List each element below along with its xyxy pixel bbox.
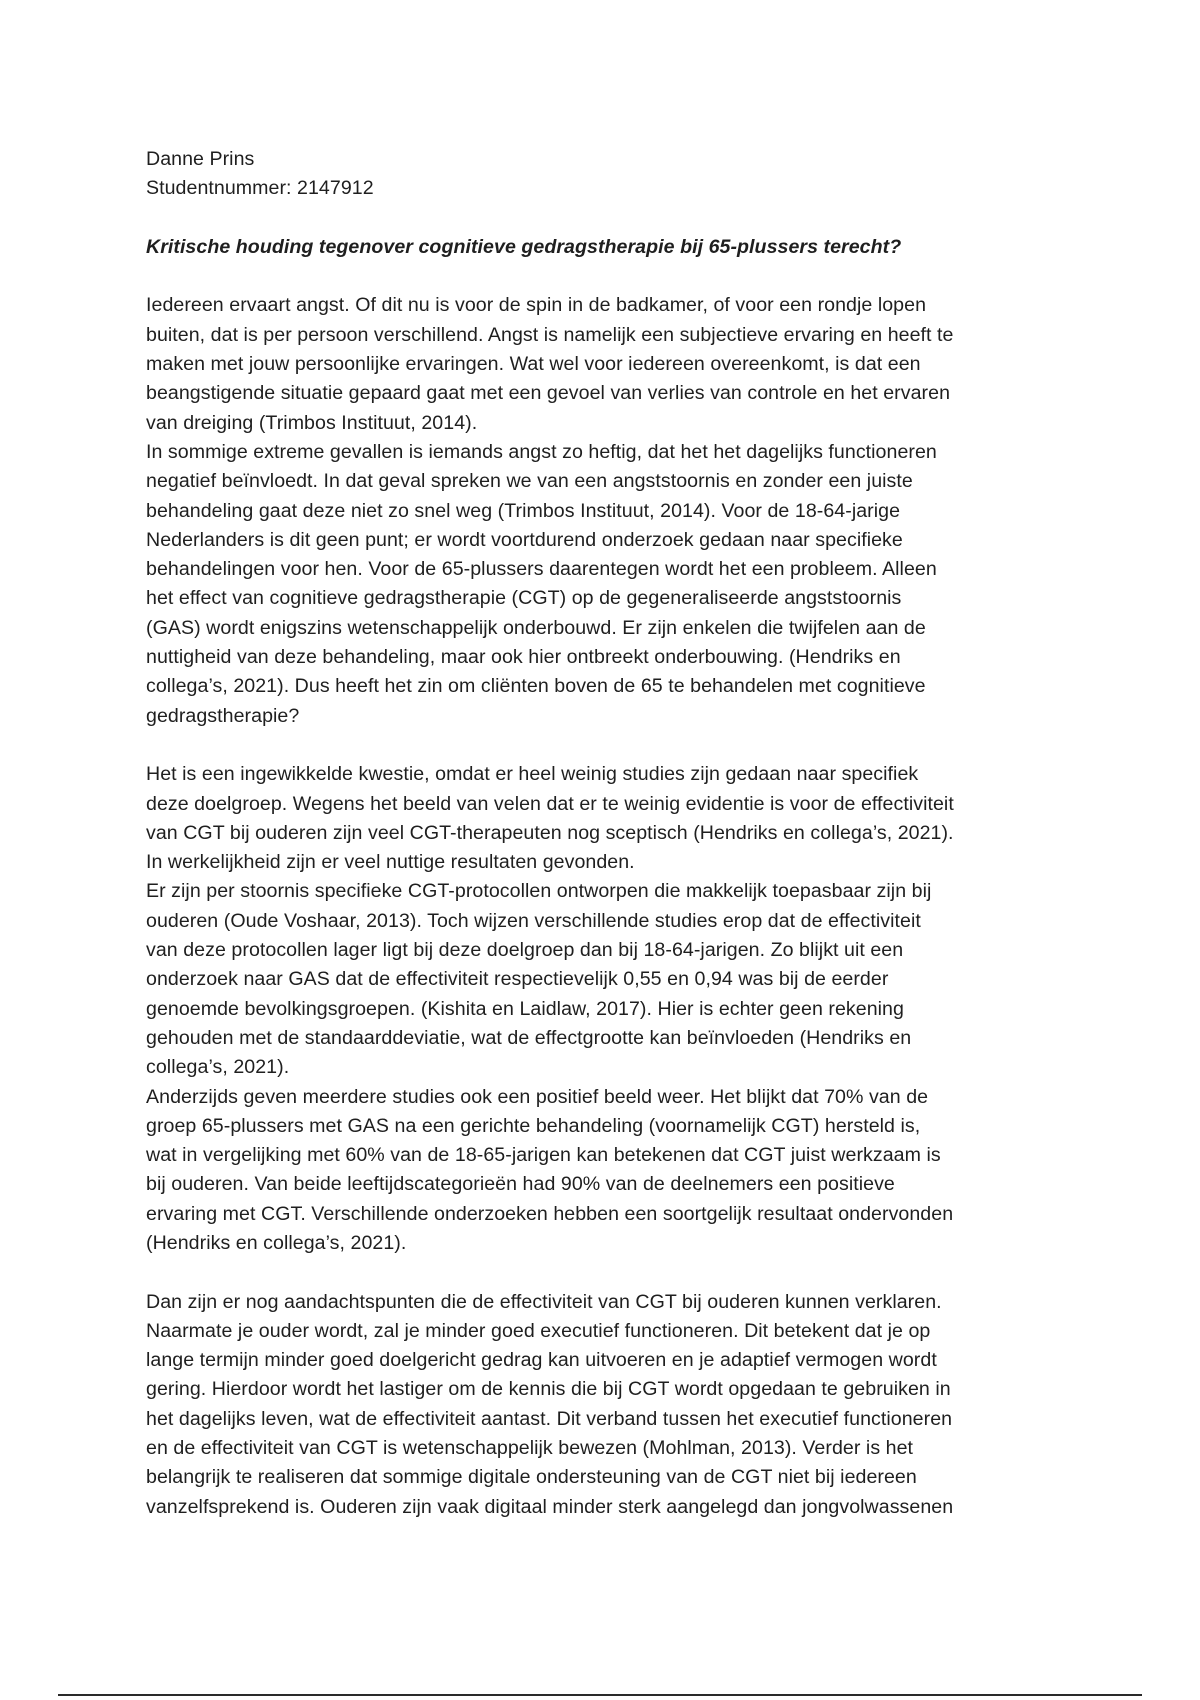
spacer xyxy=(146,1258,1066,1287)
text-line: Anderzijds geven meerdere studies ook een positief beeld weer. Het blijkt dat 70% van de xyxy=(146,1085,929,1108)
text-line: Dan zijn er nog aandachtspunten die de effectiviteit van CGT bij ouderen kunnen verklaren. xyxy=(146,1290,942,1313)
text-line: nuttigheid van deze behandeling, maar ook hier ontbreekt onderbouwing. (Hendriks en xyxy=(146,646,901,669)
text-line: bij ouderen. Van beide leeftijdscategorieën had 90% van de deelnemers een positieve xyxy=(146,1173,895,1196)
text-line: Iedereen ervaart angst. Of dit nu is voor de spin in de badkamer, of voor een rondje lopen xyxy=(146,294,927,317)
text-line: gering. Hierdoor wordt het lastiger om de kennis die bij CGT wordt opgedaan te gebruiken in xyxy=(146,1378,951,1401)
text-line: onderzoek naar GAS dat de effectiviteit respectievelijk 0,55 en 0,94 was bij de eerder xyxy=(146,968,889,991)
text-line: genoemde bevolkingsgroepen. (Kishita en Laidlaw, 2017). Hier is echter geen rekening xyxy=(146,997,904,1020)
text-line: (GAS) wordt enigszins wetenschappelijk onderbouwd. Er zijn enkelen die twijfelen aan de xyxy=(146,616,926,639)
text-line: en de effectiviteit van CGT is wetenschappelijk bewezen (Mohlman, 2013). Verder is het xyxy=(146,1437,914,1460)
paragraph-complex-issue xyxy=(146,760,1066,877)
text-line: van CGT bij ouderen zijn veel CGT-therapeuten nog sceptisch (Hendriks en collega’s, 2021). xyxy=(146,821,954,844)
text-line: gedragstherapie? xyxy=(146,704,300,727)
text-line: maken met jouw persoonlijke ervaringen. Wat wel voor iedereen overeenkomt, is dat een xyxy=(146,353,921,376)
text-line: beangstigende situatie gepaard gaat met een gevoel van verlies van controle en het ervaren xyxy=(146,382,951,405)
text-line: behandeling gaat deze niet zo snel weg (Trimbos Instituut, 2014). Voor de 18-64-jarige xyxy=(146,499,901,522)
spacer xyxy=(146,731,1066,760)
paragraph-intro xyxy=(146,291,1066,437)
text-line: (Hendriks en collega’s, 2021). xyxy=(146,1231,407,1254)
text-line: belangrijk te realiseren dat sommige digitale ondersteuning van de CGT niet bij iedereen xyxy=(146,1466,917,1489)
text-line: In werkelijkheid zijn er veel nuttige resultaten gevonden. xyxy=(146,851,635,874)
text-line: behandelingen voor hen. Voor de 65-plussers daarentegen wordt het een probleem. Alleen xyxy=(146,558,937,581)
text-line: ouderen (Oude Voshaar, 2013). Toch wijzen verschillende studies erop dat de effectiviteit xyxy=(146,909,921,932)
essay-title: Kritische houding tegenover cognitieve gedragstherapie bij 65-plussers terecht? xyxy=(146,235,902,258)
text-line: vanzelfsprekend is. Ouderen zijn vaak digitaal minder sterk aangelegd dan jongvolwassenen xyxy=(146,1495,954,1518)
text-line: gehouden met de standaarddeviatie, wat de effectgrootte kan beïnvloeden (Hendriks en xyxy=(146,1026,912,1049)
page-bottom-border xyxy=(58,1694,1142,1696)
paragraph-protocols xyxy=(146,877,1066,1082)
document-page xyxy=(146,145,1066,1522)
text-line: deze doelgroep. Wegens het beeld van velen dat er te weinig evidentie is voor de effectiviteit xyxy=(146,792,954,815)
text-line: wat in vergelijking met 60% van de 18-65-jarigen kan betekenen dat CGT juist werkzaam is xyxy=(146,1144,941,1167)
text-line: van dreiging (Trimbos Instituut, 2014). xyxy=(146,411,478,434)
spacer xyxy=(146,262,1066,291)
author-name: Danne Prins xyxy=(146,148,255,170)
paragraph-attention-points xyxy=(146,1288,1066,1522)
paragraph-positive-results xyxy=(146,1083,1066,1259)
spacer xyxy=(146,204,1066,233)
text-line: negatief beïnvloedt. In dat geval spreken we van een angststoornis en zonder een juiste xyxy=(146,470,913,493)
text-line: collega’s, 2021). xyxy=(146,1056,290,1079)
text-line: Het is een ingewikkelde kwestie, omdat er heel weinig studies zijn gedaan naar specifiek xyxy=(146,763,919,786)
text-line: groep 65-plussers met GAS na een gerichte behandeling (voornamelijk CGT) hersteld is, xyxy=(146,1114,921,1137)
text-line: van deze protocollen lager ligt bij deze doelgroep dan bij 18-64-jarigen. Zo blijkt uit een xyxy=(146,939,904,962)
text-line: lange termijn minder goed doelgericht gedrag kan uitvoeren en je adaptief vermogen wordt xyxy=(146,1349,937,1372)
text-line: collega’s, 2021). Dus heeft het zin om cliënten boven de 65 te behandelen met cognitieve xyxy=(146,675,926,698)
text-line: het effect van cognitieve gedragstherapie (CGT) op de gegeneraliseerde angststoornis xyxy=(146,587,902,610)
text-line: In sommige extreme gevallen is iemands angst zo heftig, dat het het dagelijks functioneren xyxy=(146,440,937,463)
text-line: het dagelijks leven, wat de effectiviteit aantast. Dit verband tussen het executief functioneren xyxy=(146,1407,953,1430)
text-line: Nederlanders is dit geen punt; er wordt voortdurend onderzoek gedaan naar specifieke xyxy=(146,528,903,551)
text-line: ervaring met CGT. Verschillende onderzoeken hebben een soortgelijk resultaat ondervonden xyxy=(146,1202,954,1225)
text-line: Er zijn per stoornis specifieke CGT-protocollen ontworpen die makkelijk toepasbaar zijn bij xyxy=(146,880,932,903)
student-number: Studentnummer: 2147912 xyxy=(146,177,374,200)
text-line: Naarmate je ouder wordt, zal je minder goed executief functioneren. Dit betekent dat je op xyxy=(146,1319,931,1342)
paragraph-anxiety-disorder xyxy=(146,438,1066,731)
text-line: buiten, dat is per persoon verschillend. Angst is namelijk een subjectieve ervaring en heeft te xyxy=(146,323,954,346)
